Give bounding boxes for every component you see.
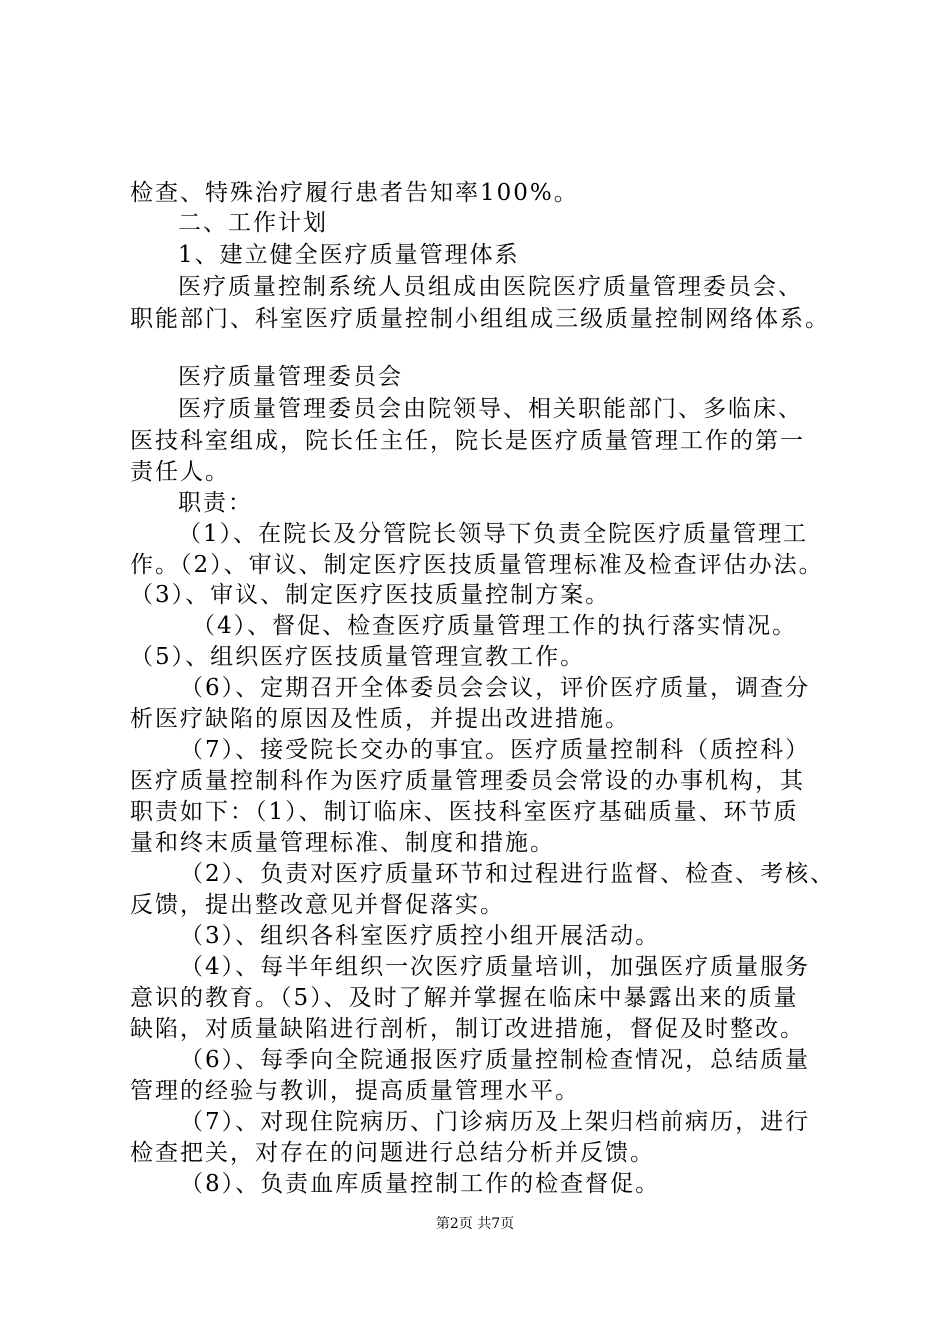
text-line: 检查把关，对存在的问题进行总结分析并反馈。	[130, 1140, 655, 1166]
subsection-heading: 1、建立健全医疗质量管理体系	[178, 242, 520, 268]
page-footer: 第2页 共7页	[435, 1216, 515, 1232]
text-line: （3）、审议、制定医疗医技质量控制方案。	[130, 582, 611, 608]
text-line: （6）、定期召开全体委员会会议，评价医疗质量，调查分	[180, 675, 811, 701]
text-line: 医疗质量控制系统人员组成由医院医疗质量管理委员会、	[178, 274, 803, 300]
text-line: 职责如下：（1）、制订临床、医技科室医疗基础质量、环节质	[130, 799, 799, 825]
text-line: （6）、每季向全院通报医疗质量控制检查情况，总结质量	[180, 1047, 811, 1073]
text-line: 缺陷，对质量缺陷进行剖析，制订改进措施，督促及时整改。	[130, 1016, 805, 1042]
text-line: 职能部门、科室医疗质量控制小组组成三级质量控制网络体系。	[130, 306, 830, 332]
text-line: 反馈，提出整改意见并督促落实。	[130, 892, 505, 918]
text-line: 检查、特殊治疗履行患者告知率100%。	[130, 180, 579, 206]
text-line: 意识的教育。（5）、及时了解并掌握在临床中暴露出来的质量	[130, 985, 799, 1011]
text-line: （5）、组织医疗医技质量管理宣教工作。	[130, 644, 586, 670]
text-line: （7）、接受院长交办的事宜。医疗质量控制科（质控科）	[180, 737, 811, 763]
text-line: （7）、对现住院病历、门诊病历及上架归档前病历，进行	[180, 1109, 811, 1135]
text-line: （4）、督促、检查医疗质量管理工作的执行落实情况。	[192, 613, 798, 639]
text-line: 医疗质量管理委员会由院领导、相关职能部门、多临床、	[178, 396, 803, 422]
text-line: 医技科室组成，院长任主任，院长是医疗质量管理工作的第一	[130, 428, 805, 454]
text-line: （1）、在院长及分管院长领导下负责全院医疗质量管理工	[178, 521, 809, 547]
subsection-heading: 医疗质量管理委员会	[178, 364, 403, 390]
text-line: 责任人。	[130, 459, 230, 485]
text-line: 医疗质量控制科作为医疗质量管理委员会常设的办事机构，其	[130, 768, 805, 794]
text-line: 析医疗缺陷的原因及性质，并提出改进措施。	[130, 706, 630, 732]
section-heading: 二、工作计划	[178, 210, 328, 236]
text-line: （2）、负责对医疗质量环节和过程进行监督、检查、考核、	[180, 861, 836, 887]
text-line: （3）、组织各科室医疗质控小组开展活动。	[180, 923, 661, 949]
subsection-heading: 职责：	[178, 490, 253, 516]
text-line: 作。（2）、审议、制定医疗医技质量管理标准及检查评估办法。	[130, 552, 824, 578]
text-line: （8）、负责血库质量控制工作的检查督促。	[180, 1171, 661, 1197]
text-line: （4）、每半年组织一次医疗质量培训，加强医疗质量服务	[180, 954, 811, 980]
text-line: 量和终末质量管理标准、制度和措施。	[130, 830, 555, 856]
text-line: 管理的经验与教训，提高质量管理水平。	[130, 1078, 580, 1104]
